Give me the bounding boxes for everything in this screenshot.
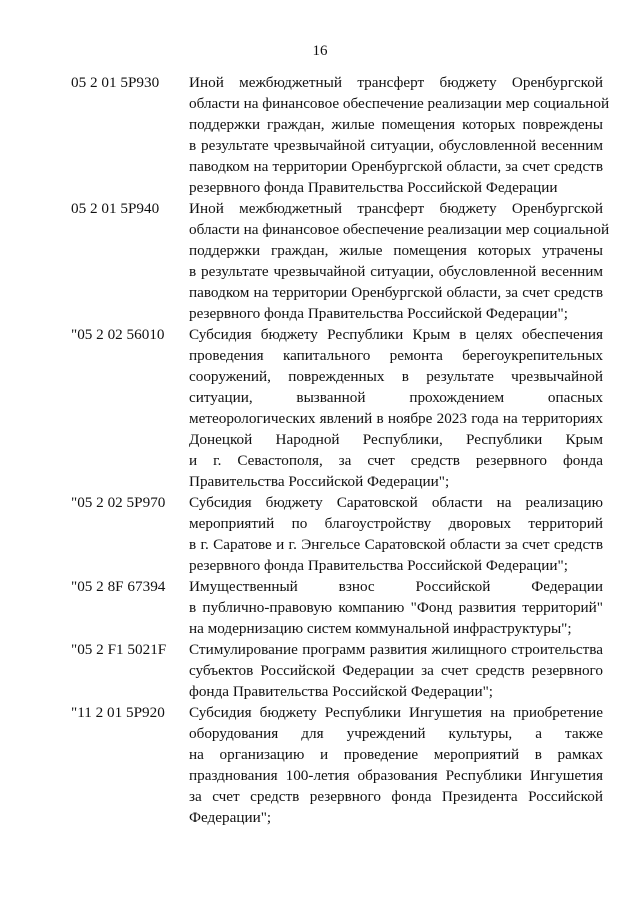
description-line: Иной межбюджетный трансферт бюджету Оренбургской — [189, 74, 603, 91]
description-line: Субсидия бюджету Республики Ингушетия на приобретение — [189, 704, 603, 721]
classification-code: "05 2 02 5Р970 — [71, 494, 166, 511]
description-line: в г. Саратове и г. Энгельсе Саратовской области за счет средств — [189, 536, 603, 553]
description-line: резервного фонда Правительства Российской Федерации — [189, 179, 558, 196]
entry-description — [189, 576, 603, 639]
description-line: паводком на территории Оренбургской области, за счет средств — [189, 158, 603, 175]
budget-entry — [0, 198, 640, 324]
budget-entry — [0, 492, 640, 576]
description-line: ситуации, вызванной прохождением опасных — [189, 389, 603, 406]
entry-description — [189, 639, 603, 702]
description-line: Имущественный взнос Российской Федерации — [189, 578, 603, 595]
description-line: проведения капитального ремонта берегоукрепительных — [189, 347, 603, 364]
classification-code: 05 2 01 5Р930 — [71, 74, 160, 91]
classification-code: "05 2 8F 67394 — [71, 578, 166, 595]
budget-entry — [0, 324, 640, 492]
classification-code: 05 2 01 5Р940 — [71, 200, 160, 217]
description-line: поддержки граждан, жилые помещения которых повреждены — [189, 116, 603, 133]
description-line: Стимулирование программ развития жилищного строительства — [189, 641, 603, 658]
description-line: метеорологических явлений в ноябре 2023 года на территориях — [189, 410, 603, 427]
description-line: в публично-правовую компанию "Фонд развития территорий" — [189, 599, 603, 616]
description-line: сооружений, поврежденных в результате чрезвычайной — [189, 368, 603, 385]
description-line: области на финансовое обеспечение реализации мер социальной — [189, 221, 610, 238]
budget-entry — [0, 72, 640, 198]
description-line: Правительства Российской Федерации"; — [189, 473, 450, 490]
entry-description — [189, 72, 610, 198]
description-line: в результате чрезвычайной ситуации, обусловленной весенним — [189, 137, 603, 154]
description-line: в результате чрезвычайной ситуации, обусловленной весенним — [189, 263, 603, 280]
classification-code: "11 2 01 5Р920 — [71, 704, 165, 721]
description-line: резервного фонда Правительства Российской Федерации"; — [189, 557, 568, 574]
entry-description — [189, 324, 603, 492]
description-line: фонда Правительства Российской Федерации"; — [189, 683, 493, 700]
classification-code: "05 2 F1 5021F — [71, 641, 167, 658]
budget-entry — [0, 576, 640, 639]
description-line: резервного фонда Правительства Российской Федерации"; — [189, 305, 568, 322]
classification-code: "05 2 02 56010 — [71, 326, 165, 343]
description-line: Федерации"; — [189, 809, 272, 826]
description-line: на модернизацию систем коммунальной инфраструктуры"; — [189, 620, 572, 637]
description-line: Донецкой Народной Республики, Республики Крым — [189, 431, 603, 448]
entries-list — [0, 72, 640, 828]
budget-entry — [0, 639, 640, 702]
description-line: субъектов Российской Федерации за счет средств резервного — [189, 662, 603, 679]
description-line: оборудования для учреждений культуры, а также — [189, 725, 603, 742]
description-line: и г. Севастополя, за счет средств резервного фонда — [189, 452, 603, 469]
description-line: области на финансовое обеспечение реализации мер социальной — [189, 95, 610, 112]
description-line: Субсидия бюджету Саратовской области на реализацию — [189, 494, 603, 511]
budget-entry — [0, 702, 640, 828]
description-line: поддержки граждан, жилые помещения которых утрачены — [189, 242, 603, 259]
description-line: Субсидия бюджету Республики Крым в целях обеспечения — [189, 326, 603, 343]
description-line: на организацию и проведение мероприятий в рамках — [189, 746, 603, 763]
description-line: мероприятий по благоустройству дворовых территорий — [189, 515, 603, 532]
description-line: Иной межбюджетный трансферт бюджету Оренбургской — [189, 200, 603, 217]
description-line: паводком на территории Оренбургской области, за счет средств — [189, 284, 603, 301]
entry-description — [189, 492, 603, 576]
entry-description — [189, 702, 603, 828]
page-number: 16 — [312, 43, 328, 59]
description-line: празднования 100-летия образования Республики Ингушетия — [189, 767, 603, 784]
description-line: за счет средств резервного фонда Президента Российской — [189, 788, 603, 805]
entry-description — [189, 198, 610, 324]
